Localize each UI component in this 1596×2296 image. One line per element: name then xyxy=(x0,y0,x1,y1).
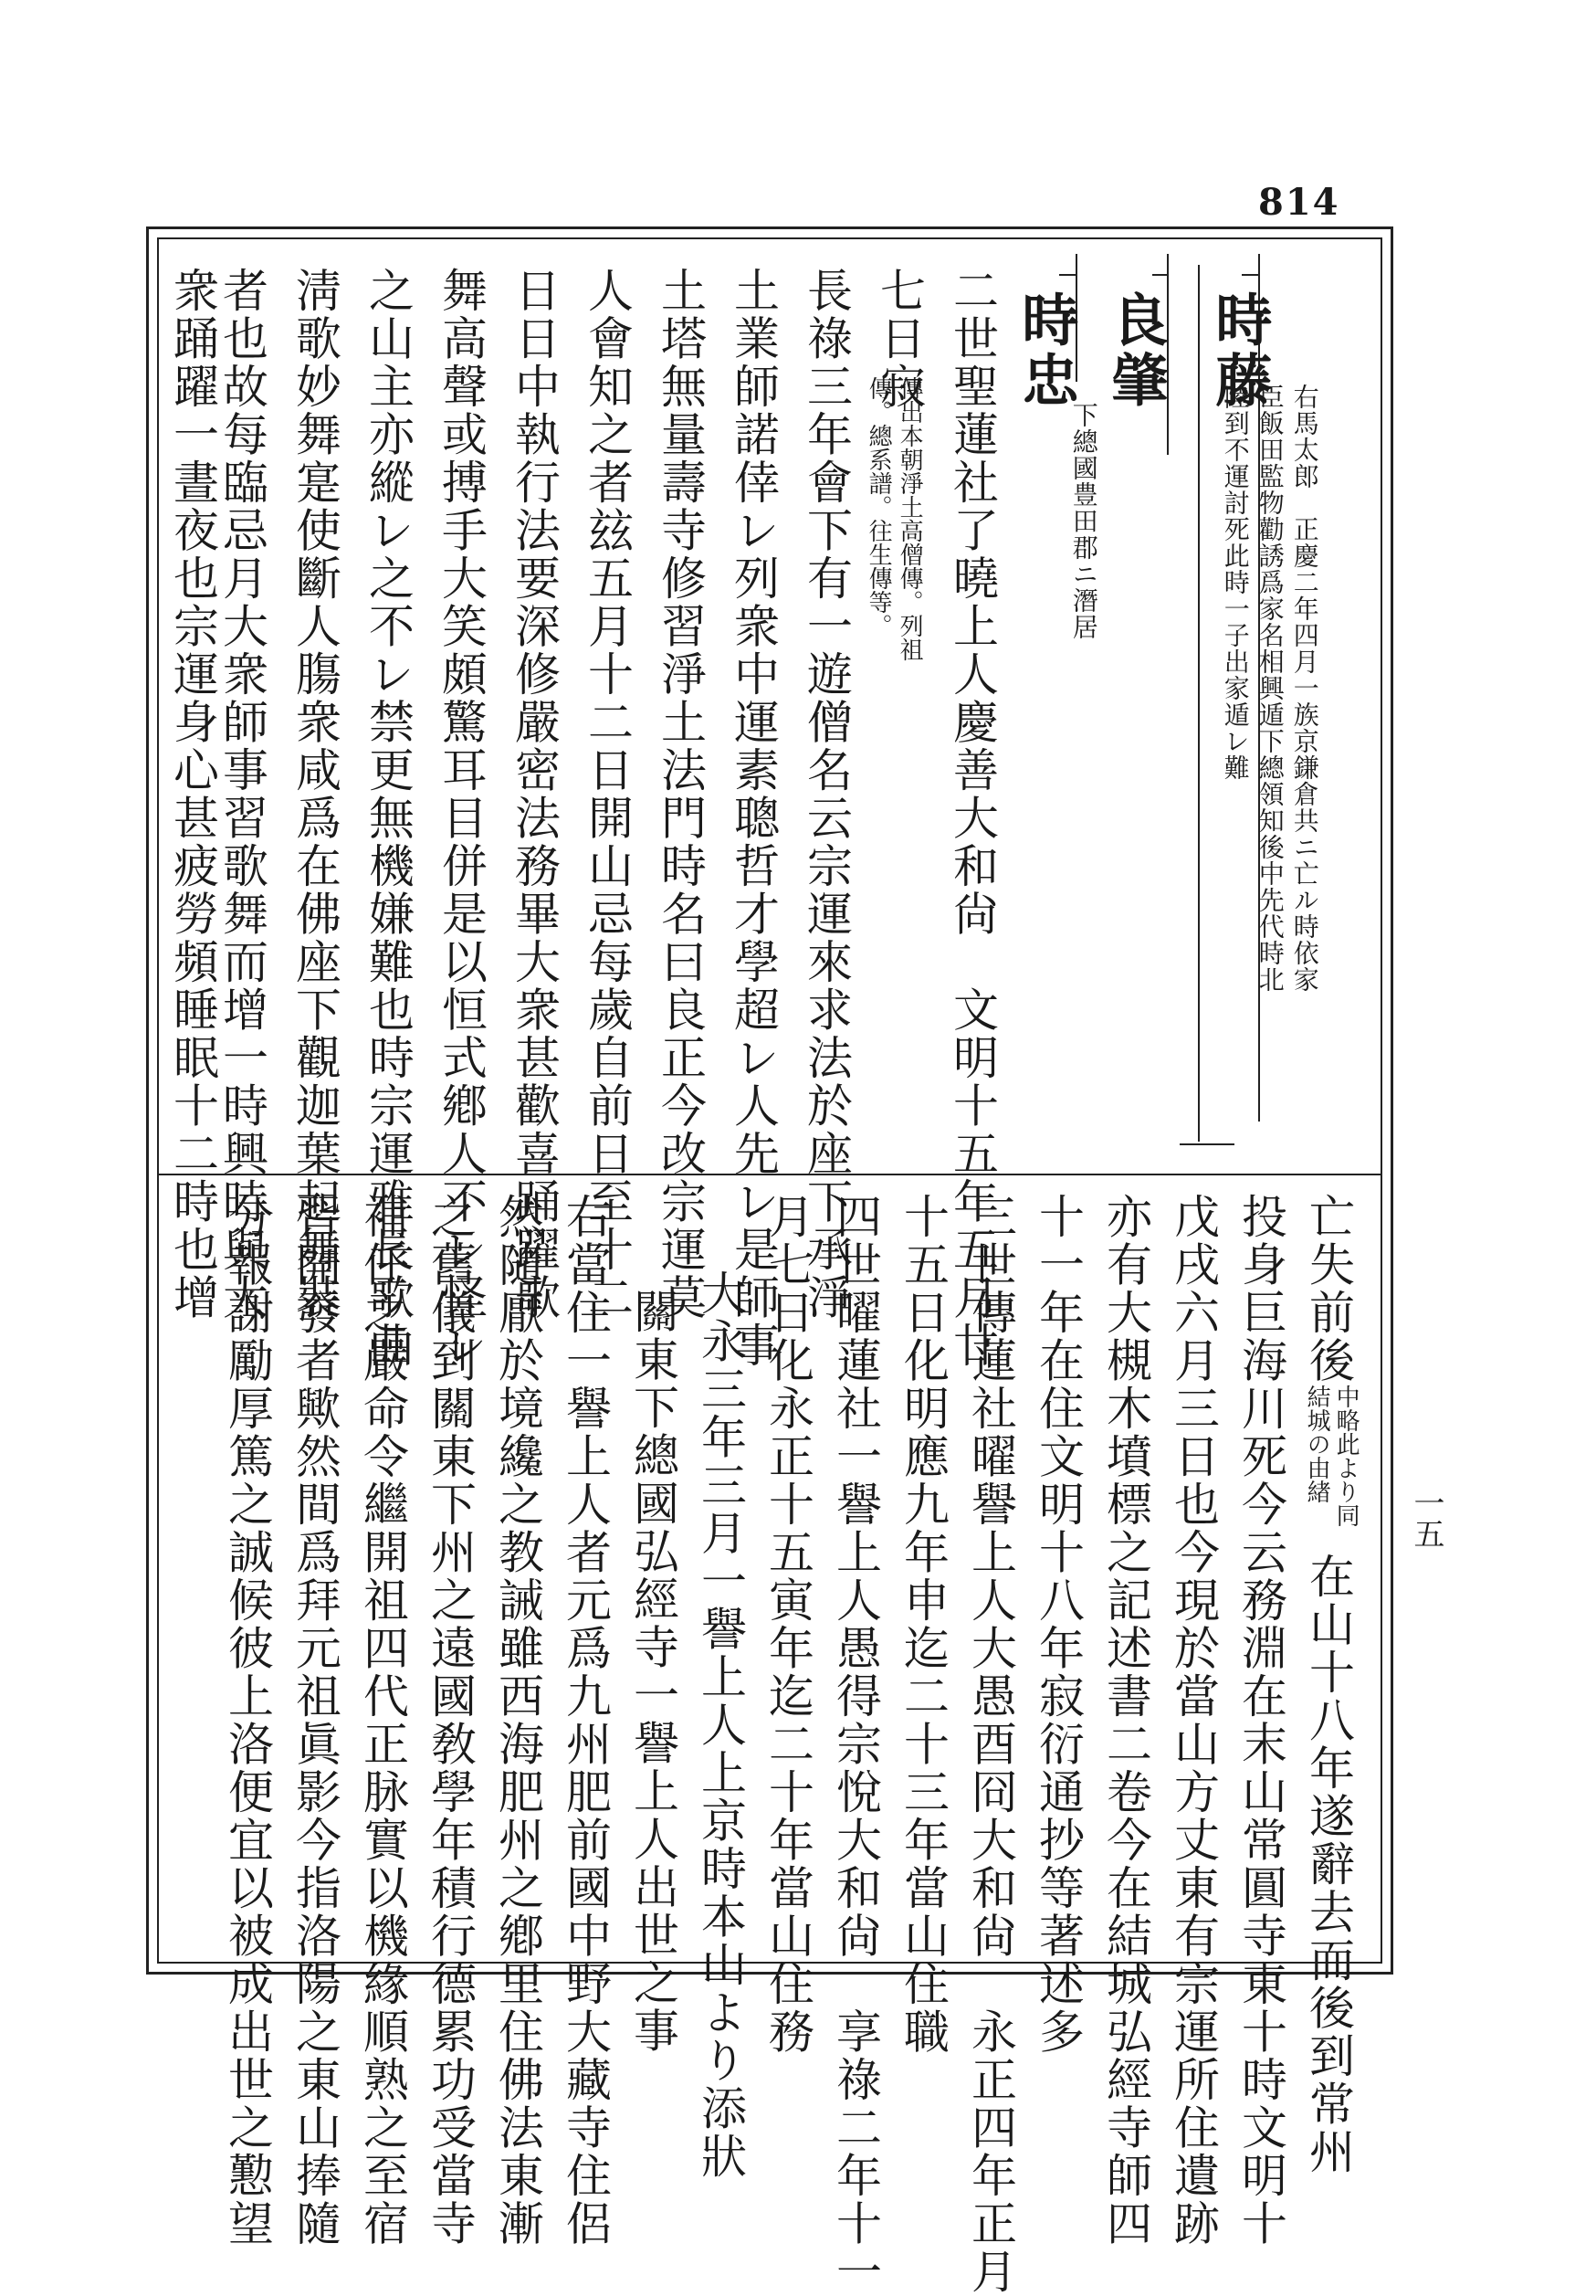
body-col-top-4: 土業師諾倖レ列衆中運素聰哲才學超レ人先レ是師事 xyxy=(727,267,780,1370)
body-col-top-2: 七日寂 xyxy=(873,267,926,411)
body-col-top-2-note-b: 傳。總系譜。往生傳等。 xyxy=(865,376,893,637)
body-col-bottom-2: 投身巨海川死今云務淵在末山常圓寺東十時文明十 xyxy=(1234,1193,1287,2248)
body-col-top-7: 日日中執行法要深修嚴密法務畢大衆甚歡喜踊躍歌 xyxy=(508,267,561,1322)
body-col-bottom-1-rest: 在山十八年遂辭去而後到常州 xyxy=(1302,1553,1355,2176)
genealogy-bracket-tick-1 xyxy=(1242,274,1258,276)
body-col-top-12: 衆踊躍一晝夜也宗運身心甚疲勞頻睡眠十二時也增 xyxy=(166,267,219,1322)
body-col-bottom-1-lead: 亡失前後 xyxy=(1302,1193,1355,1385)
body-col-bottom-17: 分報謝勵厚篤之誠候彼上洛便宜以被成出世之懃望 xyxy=(221,1193,274,2248)
body-col-bottom-7: 十五日化明應九年申迄二十三年當山住職 xyxy=(897,1193,950,2056)
body-col-bottom-15: 補任之嚴命令繼開祖四代正脉實以機緣順熟之至宿 xyxy=(356,1193,409,2248)
body-col-bottom-4: 亦有大槻木墳標之記述書二卷今在結城弘經寺師四 xyxy=(1099,1193,1152,2248)
body-col-bottom-5: 十一年在住文明十八年寂衍通抄等著述多 xyxy=(1032,1193,1085,2056)
body-col-bottom-3: 戊戌六月三日也今現於當山方丈東有宗運所住遺跡 xyxy=(1167,1193,1220,2248)
page-number: 814 xyxy=(1258,181,1340,224)
body-col-bottom-16: 習開發者歟然間爲拜元祖眞影今指洛陽之東山捧隨 xyxy=(289,1193,341,2248)
body-col-top-1: 二世聖蓮社了曉上人慶善大和尙 文明十五年五月廿 xyxy=(946,267,999,1370)
note-box xyxy=(1198,265,1200,1142)
body-col-bottom-14: 之舊儀到關東下州之遠國敎學年積行德累功受當寺 xyxy=(424,1193,477,2248)
body-col-bottom-6: 三世傳蓮社曜譽上人大愚酉冏大和尙 永正四年正月 xyxy=(964,1193,1017,2296)
entry-heading-ryouchou: 良肇 xyxy=(1102,290,1169,411)
genealogy-bracket-tick-2 xyxy=(1152,274,1169,276)
body-col-bottom-10: 大永三年三月一譽上人上京時本山より添狀 xyxy=(694,1269,747,2181)
entry-heading-tokifuji: 時藤 xyxy=(1206,290,1273,411)
body-col-top-8: 舞高聲或搏手大笑頗驚耳目併是以恒式鄕人不レ怪レ xyxy=(435,267,488,1370)
genealogy-bracket-tick-3 xyxy=(1059,274,1076,276)
entry-note-col-3: 陸到不運討死此時一子出家遁レ難 xyxy=(1220,384,1251,781)
body-col-top-10: 淸歌妙舞寔使斷人膓衆咸爲在佛座下觀迦葉起舞裝 xyxy=(289,267,341,1322)
entry-heading-tokitada: 時忠 xyxy=(1013,290,1079,411)
body-col-top-9: 之山主亦縱レ之不レ禁更無機嫌難也時宗運雅長歌曲 xyxy=(362,267,415,1370)
entry-note-col-2: 臣飯田監物勸誘爲家名相興遁下總領知後中先代時北 xyxy=(1255,384,1286,993)
note-box-bottom xyxy=(1180,1143,1234,1145)
body-col-bottom-9: 月七日化永正十五寅年迄二十年當山住務 xyxy=(761,1193,814,2056)
body-col-top-2-note-a: 傳出本朝淨土高僧傳。列祖 xyxy=(896,376,924,661)
body-col-bottom-1-note-b: 結城の由緖 xyxy=(1303,1385,1331,1503)
entry-note-tokitada: 下總國豊田郡ニ潛居 xyxy=(1068,402,1099,640)
body-col-bottom-8: 四世曜蓮社一譽上人愚得宗悅大和尙 享祿二年十一 xyxy=(829,1193,882,2296)
body-col-top-3: 長祿三年會下有一遊僧名云宗運來求法於座下承淨 xyxy=(800,267,853,1322)
body-col-bottom-13: 然隨厭於境纔之教誡雖西海肥州之鄕里住佛法東漸 xyxy=(491,1193,544,2248)
body-col-top-11: 者也故每臨忌月大衆師事習歌舞而增一時興時與大 xyxy=(215,267,268,1322)
body-col-top-6: 人會知之者玆五月十二日開山忌每歲自前日至十二 xyxy=(581,267,634,1322)
body-col-bottom-1-note-a: 中略此より同 xyxy=(1332,1385,1360,1527)
body-col-bottom-12: 右當住一譽上人者元爲九州肥前國中野大藏寺住侶 xyxy=(559,1193,612,2248)
body-col-bottom-11: 關東下總國弘經寺一譽上人出世之事 xyxy=(626,1288,679,2055)
entry-note-col-1: 右馬太郎 正慶二年四月一族京鎌倉共ニ亡ル時依家 xyxy=(1289,384,1320,993)
side-page-number: 一五 xyxy=(1408,1487,1444,1549)
body-col-top-5: 土塔無量壽寺修習淨土法門時名曰良正今改宗運莫 xyxy=(654,267,707,1322)
